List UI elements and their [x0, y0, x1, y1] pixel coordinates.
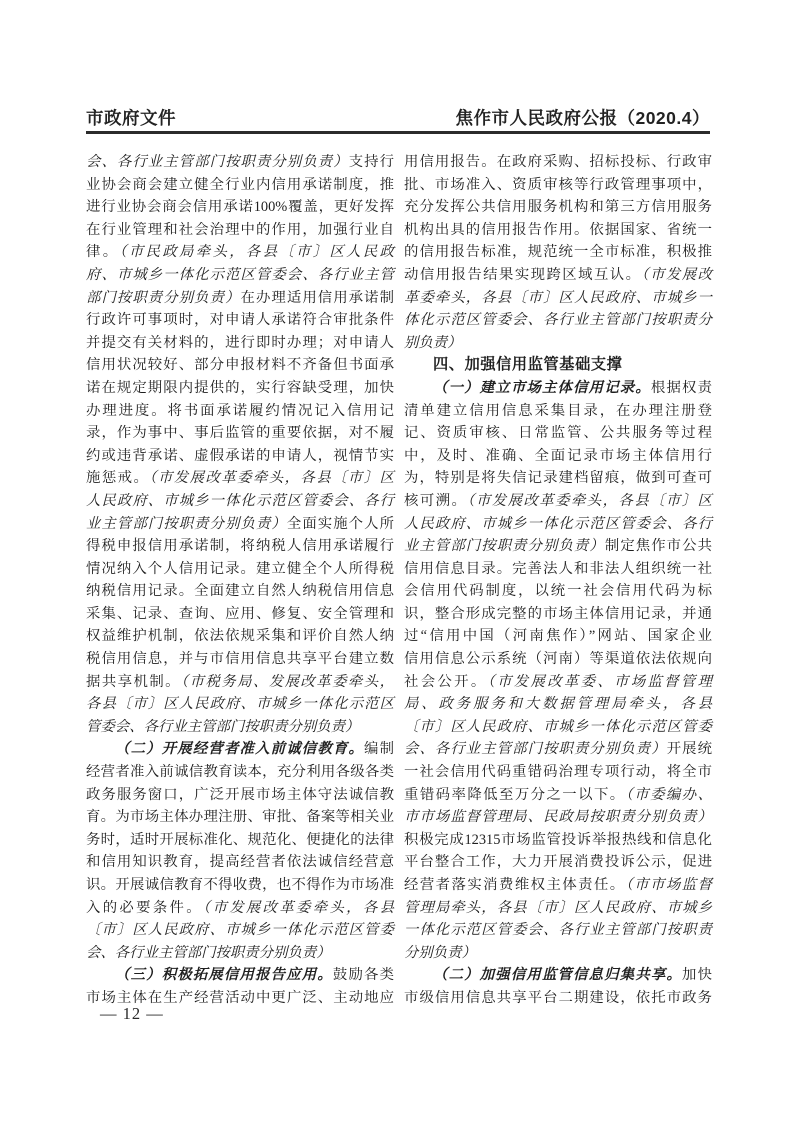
text-line: [86, 784, 394, 807]
text-line: [86, 287, 394, 310]
body-text: 施惩戒。: [86, 470, 150, 487]
text-line: [86, 716, 394, 739]
text-line: [86, 445, 394, 468]
text-line: [404, 422, 712, 445]
text-line: [86, 897, 394, 920]
text-line: [404, 942, 712, 965]
text-line: [86, 422, 394, 445]
text-line: [404, 558, 712, 581]
text-line: [404, 829, 712, 852]
text-line: [404, 354, 712, 377]
body-text: 记、资质审核、日常监管、公共服务等过程: [404, 425, 712, 442]
text-line: [404, 580, 712, 603]
responsibility-note: （市委编办、: [625, 786, 712, 803]
responsibility-note: 〔市〕区人民政府、市城乡一体化示范区管委: [86, 922, 394, 939]
subsection-heading: （二）开展经营者准入前诚信教育。: [115, 741, 365, 758]
responsibility-note: 管理局牵头，各县〔市〕区人民政府、市城乡: [404, 899, 712, 916]
body-text: 业协会商会建立健全行业内信用承诺制度，推: [86, 176, 394, 193]
body-text: 制定焦作市公共: [604, 538, 712, 555]
body-text: 中，及时、准确、全面记录市场主体信用行: [404, 447, 712, 464]
responsibility-note: 〔市〕区人民政府、市城乡一体化示范区管委: [404, 718, 712, 735]
text-line: [86, 241, 394, 264]
text-line: [404, 738, 712, 761]
page-number: — 12 —: [100, 1004, 164, 1023]
text-line: [86, 851, 394, 874]
body-text: 律。: [86, 244, 120, 261]
body-text: 的信用报告标准，规范统一全市标准，积极推: [404, 244, 712, 261]
text-line: [404, 919, 712, 942]
responsibility-note: （市发展改: [641, 266, 712, 283]
body-text: 政务服务窗口，广泛开展市场主体守法诚信教: [86, 786, 394, 803]
text-line: [86, 219, 394, 242]
body-text: 和信用知识教育，提高经营者依法诚信经营意: [86, 854, 394, 871]
body-text: 市级信用信息共享平台二期建设，依托市政务: [404, 989, 712, 1006]
header-left-title: 市政府文件: [86, 108, 176, 128]
body-text: 据共享机制。: [86, 673, 181, 690]
text-line: [404, 400, 712, 423]
body-text: 识，整合形成完整的市场主体信用记录，并通: [404, 605, 712, 622]
header-right-title: 焦作市人民政府公报（2020.4）: [455, 108, 710, 128]
text-line: [404, 693, 712, 716]
responsibility-note: 人民政府、市城乡一体化示范区管委会、各行: [86, 492, 394, 509]
body-text: 得税申报信用承诺制，将纳税人信用承诺履行: [86, 538, 394, 555]
body-text: 开展统: [666, 741, 712, 758]
text-line: [86, 806, 394, 829]
text-line: [86, 693, 394, 716]
text-line: [404, 671, 712, 694]
responsibility-note: 人民政府、市城乡一体化示范区管委会、各行: [404, 515, 712, 532]
body-text: 经营者准入前诚信教育读本，充分利用各级各类: [86, 764, 394, 781]
body-text: 经营者落实消费维权主体责任。: [404, 877, 626, 893]
responsibility-note: （市市场监督: [625, 877, 712, 893]
responsibility-note: 会、各行业主管部门按职责分别负责）: [86, 154, 349, 170]
responsibility-note: （市发展改革委牵头，各县: [202, 899, 394, 916]
text-line: [86, 332, 394, 355]
body-text: 平台整合工作，大力开展消费投诉公示，促进: [404, 854, 712, 871]
body-text: 识。开展诚信教育不得收费，也不得作为市场准: [86, 877, 394, 893]
body-text: 权益维护机制，依法依规采集和评价自然人纳: [86, 628, 394, 645]
text-line: [404, 761, 712, 784]
responsibility-note: （市税务局、发展改革委牵头，: [180, 673, 394, 690]
body-text: 市场主体在生产经营活动中更广泛、主动地应: [86, 989, 394, 1006]
text-line: [86, 264, 394, 287]
body-text: 情况纳入个人信用记录。建立健全个人所得税: [86, 560, 394, 577]
responsibility-note: （市发展改革委牵头，各县〔市〕区: [149, 470, 394, 487]
responsibility-note: 体化示范区管委会、各行业主管部门按职责分: [404, 312, 712, 329]
text-line: [404, 851, 712, 874]
text-line: [404, 241, 712, 264]
body-text: 育。为市场主体办理注册、审批、备案等相关业: [86, 809, 394, 826]
text-line: [404, 603, 712, 626]
text-line: [86, 829, 394, 852]
text-line: [86, 580, 394, 603]
text-line: [404, 196, 712, 219]
body-text: 编制: [364, 741, 394, 758]
text-line: [86, 151, 394, 174]
text-line: [86, 738, 394, 761]
text-line: [404, 874, 712, 897]
body-text: 采集、记录、查询、应用、修复、安全管理和: [86, 605, 394, 622]
text-line: [86, 174, 394, 197]
text-line: [404, 625, 712, 648]
body-text: 积极完成12315市场监管投诉举报热线和信息化: [404, 831, 712, 848]
body-text: 办理进度。将书面承诺履约情况记入信用记: [86, 402, 394, 419]
header-rule: [86, 131, 710, 134]
responsibility-note: 别负责）: [404, 334, 462, 351]
body-text: 录，作为事中、事后监管的重要依据，对不履: [86, 425, 394, 442]
responsibility-note: （市发展改革委、市场监督管理: [487, 673, 712, 690]
body-text: 根据权责: [650, 379, 712, 396]
body-text: 务时，适时开展标准化、规范化、便捷化的法律: [86, 831, 394, 848]
text-line: [404, 174, 712, 197]
text-line: [404, 897, 712, 920]
responsibility-note: （市民政局牵头，各县〔市〕区人民政: [119, 244, 394, 261]
body-text: 重错码率降低至万分之一以下。: [404, 786, 626, 803]
responsibility-note: 业主管部门按职责分别负责）: [86, 515, 287, 532]
text-line: [404, 490, 712, 513]
responsibility-note: 会、各行业主管部门按职责分别负责）: [404, 741, 667, 758]
right-column: [404, 151, 712, 1010]
body-text: 批、市场准入、资质审核等行政管理事项中，: [404, 176, 712, 193]
text-line: [86, 467, 394, 490]
text-line: [86, 874, 394, 897]
text-line: [404, 467, 712, 490]
body-text: 税信用信息，并与市信用信息共享平台建立数: [86, 651, 394, 668]
body-text: 信用状况较好、部分申报材料不齐备但书面承: [86, 357, 394, 374]
body-text: 在办理适用信用承诺制: [240, 289, 394, 306]
body-text: 支持行: [348, 154, 394, 170]
text-line: [86, 625, 394, 648]
responsibility-note: 革委牵头，各县〔市〕区人民政府、市城乡一: [404, 289, 712, 306]
body-text: 充分发挥公共信用服务机构和第三方信用服务: [404, 199, 712, 216]
text-line: [404, 445, 712, 468]
text-line: [86, 648, 394, 671]
body-text: 会信用代码制度，以统一社会信用代码为标: [404, 583, 712, 600]
text-line: [404, 784, 712, 807]
body-text: 诺在规定期限内提供的，实行容缺受理，加快: [86, 379, 394, 396]
text-line: [404, 513, 712, 536]
responsibility-note: 部门按职责分别负责）: [86, 289, 241, 306]
text-line: [404, 309, 712, 332]
text-line: [86, 196, 394, 219]
body-text: 清单建立信用信息采集目录，在办理注册登: [404, 402, 712, 419]
body-text: 约或违背承诺、虚假承诺的申请人，视情节实: [86, 447, 394, 464]
text-line: [404, 806, 712, 829]
section-heading: 四、加强信用监管基础支撑: [433, 356, 623, 374]
body-text: 进行业协会商会信用承诺100%覆盖，更好发挥: [86, 199, 394, 216]
responsibility-note: 会、各行业主管部门按职责分别负责）: [86, 944, 331, 961]
text-line: [404, 151, 712, 174]
text-line: [404, 716, 712, 739]
body-text: 并提交有关材料的，进行即时办理；对申请人: [86, 334, 394, 351]
subsection-heading: （一）建立市场主体信用记录。: [433, 379, 651, 396]
body-text: 纳税信用记录。全面建立自然人纳税信用信息: [86, 583, 394, 600]
left-column: [86, 151, 394, 1010]
text-line: [86, 942, 394, 965]
text-line: [404, 648, 712, 671]
text-line: [86, 535, 394, 558]
responsibility-note: 府、市城乡一体化示范区管委会、各行业主管: [86, 266, 394, 283]
responsibility-note: 业主管部门按职责分别负责）: [404, 538, 605, 555]
text-line: [86, 354, 394, 377]
text-line: [86, 513, 394, 536]
responsibility-note: 一体化示范区管委会、各行业主管部门按职责: [404, 922, 712, 939]
body-text: 机构出具的信用报告作用。依据国家、省统一: [404, 221, 712, 238]
text-line: [86, 671, 394, 694]
body-text: 加快: [682, 967, 712, 984]
text-line: [86, 919, 394, 942]
responsibility-note: 局、政务服务和大数据管理局牵头，各县: [404, 696, 712, 713]
body-text: 动信用报告结果实现跨区域互认。: [404, 266, 642, 283]
page-header: [86, 105, 710, 130]
subsection-heading: （三）积极拓展信用报告应用。: [115, 967, 333, 984]
body-text: 为，特别是将失信记录建档留痕，做到可查可: [404, 470, 712, 487]
responsibility-note: 分别负责）: [404, 944, 476, 961]
body-text: 信用信息目录。完善法人和非法人组织统一社: [404, 560, 712, 577]
text-line: [404, 264, 712, 287]
body-text: 行政许可事项时，对申请人承诺符合审批条件: [86, 312, 394, 329]
text-line: [86, 490, 394, 513]
responsibility-note: 各县〔市〕区人民政府、市城乡一体化示范区: [86, 696, 394, 713]
body-text: 在行业管理和社会治理中的作用，加强行业自: [86, 221, 394, 238]
body-text: 鼓励各类: [332, 967, 394, 984]
text-line: [86, 558, 394, 581]
subsection-heading: （二）加强信用监管信息归集共享。: [433, 967, 683, 984]
text-line: [86, 761, 394, 784]
text-line: [86, 603, 394, 626]
text-line: [404, 964, 712, 987]
text-line: [86, 377, 394, 400]
text-line: [404, 377, 712, 400]
text-line: [404, 287, 712, 310]
text-line: [404, 987, 712, 1010]
body-text: 核可溯。: [404, 492, 468, 509]
body-text: 社会公开。: [404, 673, 488, 690]
responsibility-note: （市发展改革委牵头，各县〔市〕区: [467, 492, 712, 509]
text-line: [86, 964, 394, 987]
body-text: 用信用报告。在政府采购、招标投标、行政审: [404, 154, 712, 170]
text-line: [404, 332, 712, 355]
responsibility-note: 市市场监督管理局、民政局按职责分别负责）: [404, 809, 712, 826]
body-text: 全面实施个人所: [286, 515, 394, 532]
text-line: [86, 400, 394, 423]
body-text: 一社会信用代码重错码治理专项行动，将全市: [404, 764, 712, 781]
responsibility-note: 管委会、各行业主管部门按职责分别负责）: [86, 718, 360, 735]
text-line: [404, 219, 712, 242]
text-line: [404, 535, 712, 558]
body-text: 过“信用中国（河南焦作）”网站、国家企业: [404, 628, 712, 645]
text-line: [86, 309, 394, 332]
body-text: 入的必要条件。: [86, 899, 203, 916]
body-text: 信用信息公示系统（河南）等渠道依法依规向: [404, 651, 712, 668]
